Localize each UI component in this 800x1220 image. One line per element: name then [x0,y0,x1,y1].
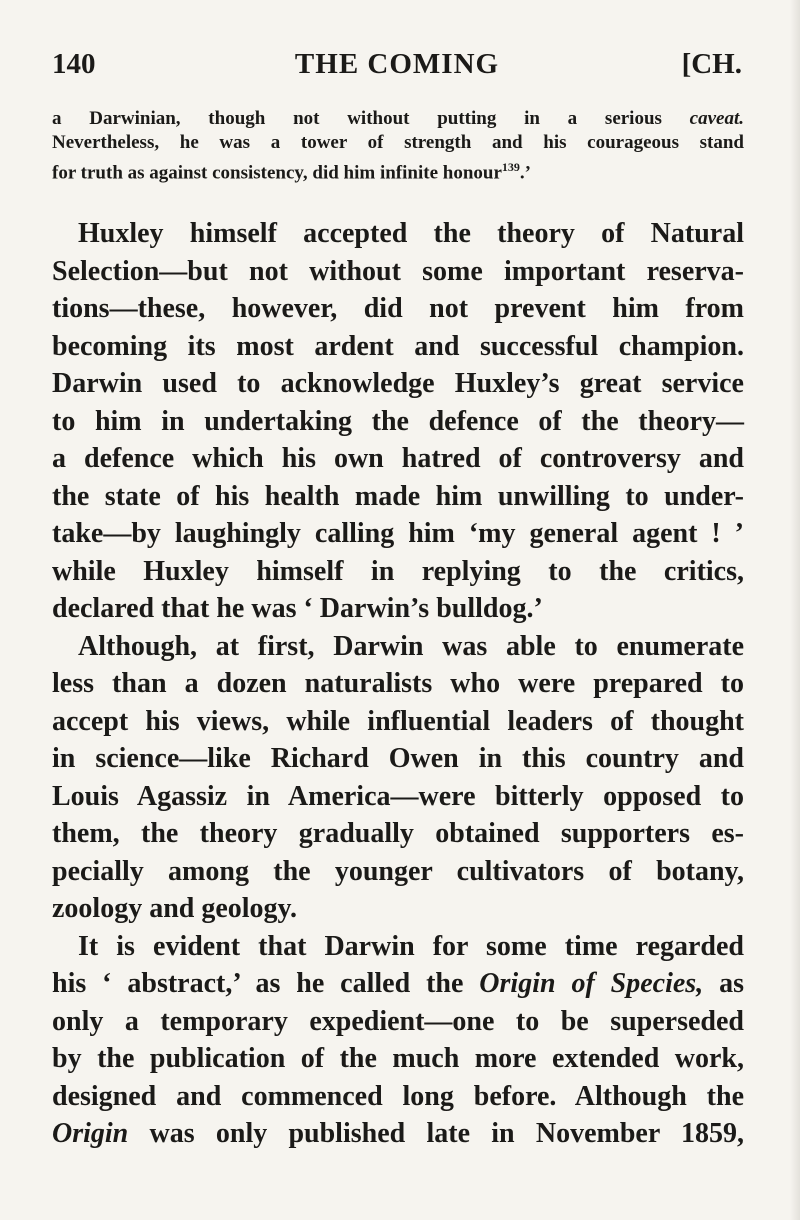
text-line: them, the theory gradually obtained supporters es- [52,818,744,849]
text-line: pecially among the younger cultivators of botany, [52,855,744,887]
text-line: Although, at first, Darwin was able to enumerate [78,630,744,662]
text-line: take—by laughingly calling him ‘my general agent ! ’ [52,518,744,549]
running-title: THE COMING [294,48,500,80]
text-line: declared that he was ‘ Darwin’s bulldog.’ [52,593,543,624]
text-line: for truth as against consistency, did him infinite honour$^{139}$.’ [52,160,531,184]
italic-word: Origin [52,1118,129,1149]
text-line: his ‘ abstract,’ as he called the Origin of Species, as [52,968,744,999]
footnote-reference: 139 [501,160,520,174]
page-number: 140 [52,48,96,80]
text-line: the state of his health made him unwilling to under- [52,480,744,512]
text-line: a defence which his own hatred of controversy and [52,443,744,474]
text-line: designed and commenced long before. Although the [52,1080,744,1112]
text-line: while Huxley himself in replying to the critics, [52,555,744,587]
text-line: Louis Agassiz in America—were bitterly opposed to [52,780,744,812]
italic-word: caveat. [689,108,744,129]
text-line: Selection—but not without some important reserva- [52,255,744,287]
text-line: only a temporary expedient—one to be superseded [52,1005,744,1037]
paragraph-small-print [52,107,744,185]
chapter-mark: [CH. [681,48,742,80]
text-line: Huxley himself accepted the theory of Natural [78,218,744,249]
running-head [52,44,742,84]
body-text [52,215,744,1153]
text-line: Nevertheless, he was a tower of strength and his courageous stand [52,132,744,153]
text-line: becoming its most ardent and successful champion. [52,330,744,362]
text-line: Origin was only published late in November 1859, [52,1118,744,1149]
text-line: by the publication of the much more extended work, [52,1043,744,1074]
text-line: tions—these, however, did not prevent him from [52,293,744,324]
text-line: to him in undertaking the defence of the theory— [52,405,744,437]
text-line: a Darwinian, though not without putting in a serious caveat. [52,108,744,129]
page-edge-shadow [790,0,800,1220]
text-line: accept his views, while influential leaders of thought [52,705,744,737]
text-line: less than a dozen naturalists who were prepared to [52,668,744,699]
text-line: It is evident that Darwin for some time regarded [78,930,744,962]
text-line: Darwin used to acknowledge Huxley’s great service [52,368,744,399]
text-line: zoology and geology. [52,893,298,924]
italic-title: Origin of Species, [479,968,704,999]
text-line: in science—like Richard Owen in this country and [52,743,744,774]
